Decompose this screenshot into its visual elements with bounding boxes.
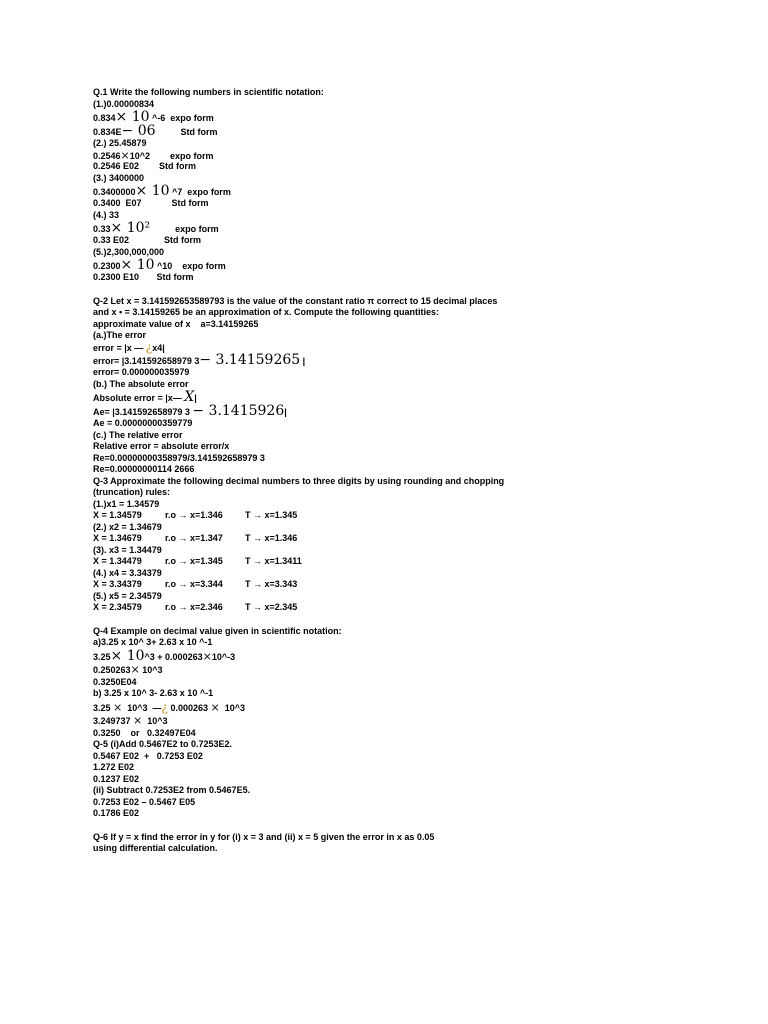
q1-title: Q.1 Write the following numbers in scientific notation: [93, 87, 324, 97]
text: x4| [152, 342, 165, 353]
q4-a-label: a)3.25 x 10^ 3+ 2.63 x 10 ^-1 [93, 637, 213, 647]
text: 0.33 [93, 224, 111, 234]
q2-intro-line: Q-2 Let x = 3.141592653589793 is the value of the constant ratio π correct to 15 decimal places [93, 295, 498, 306]
q5-line: 0.5467 E02 + 0.7253 E02 [93, 750, 203, 761]
q2-c-line: Re=0.00000000358979/3.141592658979 3 [93, 452, 265, 463]
q1-item-line [93, 124, 693, 138]
text: 10^3 — [122, 702, 162, 713]
times-sign: × [202, 649, 212, 663]
q4-a-line2 [93, 663, 693, 677]
q3-truncation: T → x=1.3411 [245, 556, 302, 566]
q2-intro-line: approximate value of x a=3.14159265 [93, 318, 259, 329]
q5-line: Q-5 (i)Add 0.5467E2 to 0.7253E2. [93, 739, 233, 749]
math-text: × [120, 148, 130, 162]
text: 3.249737 [93, 715, 134, 726]
text: ^-6 expo form [149, 113, 214, 123]
text: ^7 expo form [169, 187, 231, 197]
text: 0.000263 [167, 702, 211, 713]
q5-line: (ii) Subtract 0.7253E2 from 0.5467E5. [93, 785, 251, 795]
math-text: × 10 [110, 647, 145, 664]
q2-a-line1 [93, 339, 693, 354]
q3-truncation: T → x=1.346 [245, 533, 298, 543]
math-text: × 10 [120, 257, 155, 273]
times-sign: × [130, 662, 140, 676]
math-text: − 3.14159265 [199, 352, 301, 368]
q6-line: using differential calculation. [93, 843, 218, 853]
q1-item-line [93, 258, 693, 272]
document-body [93, 87, 693, 855]
q1-item-label: (4.) 33 [93, 209, 120, 220]
q5-line: 0.1786 E02 [93, 808, 140, 818]
q4-a-line3: 0.3250E04 [93, 676, 137, 687]
math-text: − 06 [121, 123, 156, 139]
text: 10^-3 [211, 651, 236, 662]
text: expo form [150, 224, 219, 234]
text: 3.25 [93, 651, 111, 662]
q3-rounding: r.o → x=1.345 [165, 556, 223, 566]
q3-intro-line: (truncation) rules: [93, 487, 171, 497]
text: Ae= |3.141592658979 3 [93, 407, 193, 417]
q3-item-row [93, 602, 693, 614]
q5-line: 1.272 E02 [93, 762, 135, 772]
text: error = |x — [93, 342, 146, 353]
text: 0.2300 E10 Std form [93, 272, 194, 282]
q1-item-line [93, 150, 693, 162]
text: 0.834E [93, 127, 122, 137]
q6-line: Q-6 If y = x find the error in y for (i) x = 3 and (ii) x = 5 given the error in x as 0.05 [93, 831, 435, 842]
text: 0.3400 E07 Std form [93, 198, 209, 208]
q1-item-label: (5.)2,300,000,000 [93, 246, 165, 257]
q2-intro-line: and x • = 3.14159265 be an approximation of x. Compute the following quantities: [93, 307, 439, 317]
inverted-question-mark: ¿ [161, 699, 168, 714]
q3-rounding: r.o → x=1.346 [165, 510, 223, 520]
text: 3.25 [93, 702, 114, 713]
times-sign: × [210, 700, 220, 714]
text: 10^3 [139, 664, 163, 675]
math-text: × 10 [115, 109, 150, 125]
q5-line: 0.1237 E02 [93, 773, 140, 784]
math-text: × 10 [135, 183, 170, 199]
text: 0.3400000 [93, 187, 136, 197]
text: Std form [155, 127, 218, 137]
q5-line: 0.7253 E02 – 0.5467 E05 [93, 796, 196, 807]
q3-truncation: T → x=1.345 [245, 510, 298, 520]
q3-x-value: X = 1.34479 [93, 556, 142, 566]
inverted-question-mark: ¿ [145, 339, 153, 354]
q2-b-line1 [93, 390, 693, 404]
q3-item-label: (1.)x1 = 1.34579 [93, 498, 160, 509]
text: 0.33 E02 Std form [93, 235, 202, 245]
q4-b-line1 [93, 700, 693, 714]
q3-truncation: T → x=2.345 [245, 602, 298, 612]
q2-c-line: Re=0.00000000114 2666 [93, 464, 195, 474]
q1-item-line [93, 110, 693, 124]
q1-item-label: (1.)0.00000834 [93, 98, 155, 109]
math-text: X [184, 389, 195, 405]
q2-c-label: (c.) The relative error [93, 429, 183, 440]
text: 0.250263 [93, 664, 131, 675]
q3-item-row [93, 556, 693, 568]
text: Absolute error = |x— [93, 393, 185, 403]
q3-truncation: T → x=3.343 [245, 579, 298, 589]
q3-intro-line: Q-3 Approximate the following decimal numbers to three digits by using rounding and chopping [93, 475, 505, 486]
q1-items [93, 99, 693, 284]
math-text: × 10² [110, 220, 151, 236]
text: 0.834 [93, 113, 116, 123]
times-sign: × [113, 700, 123, 714]
text: | [300, 356, 306, 366]
text: 10^3 [219, 702, 246, 713]
q1-item-label: (2.) 25.45879 [93, 138, 147, 148]
q3-x-value: X = 2.34579 [93, 602, 142, 612]
q2-a-line2 [93, 353, 693, 367]
text: 10^2 expo form [129, 150, 214, 161]
q1-item-line [93, 235, 693, 247]
q3-x-value: X = 1.34579 [93, 510, 142, 520]
q3-x-value: X = 3.34379 [93, 579, 142, 589]
text: ^3 + 0.000263 [144, 651, 203, 662]
q3-item-row [93, 533, 693, 545]
q2-a-label: (a.)The error [93, 330, 147, 340]
q4-title: Q-4 Example on decimal value given in scientific notation: [93, 625, 342, 636]
q4-b-line3: 0.3250 or 0.32497E04 [93, 727, 196, 738]
q1-item-line [93, 272, 693, 284]
q3-rounding: r.o → x=1.347 [165, 533, 223, 543]
q4-b-line2 [93, 714, 693, 728]
q1-item-line [93, 184, 693, 198]
q3-rounding: r.o → x=2.346 [165, 602, 223, 612]
q4-b-label: b) 3.25 x 10^ 3- 2.63 x 10 ^-1 [93, 688, 214, 698]
text: ^10 expo form [154, 261, 226, 271]
spacer [93, 284, 693, 296]
q2-b-line2 [93, 404, 693, 418]
math-text: − 3.1415926 [192, 403, 285, 419]
q2-b-label: (b.) The absolute error [93, 378, 189, 389]
q4-a-line1 [93, 649, 693, 663]
times-sign: × [133, 713, 143, 727]
q1-item-line [93, 161, 693, 173]
text: 0.2300 [93, 261, 121, 271]
q1-item-label: (3.) 3400000 [93, 172, 145, 183]
q2-a-line3: error= 0.000000035979 [93, 367, 190, 377]
q3-items [93, 499, 693, 614]
q3-item-label: (4.) x4 = 3.34379 [93, 567, 162, 578]
q1-item-line [93, 221, 693, 235]
spacer [93, 614, 693, 626]
q2-b-line3: Ae = 0.00000000359779 [93, 418, 193, 428]
text: error= |3.141592658979 3 [93, 356, 200, 366]
text: 0.2546 E02 Std form [93, 161, 197, 171]
q3-item-label: (2.) x2 = 1.34679 [93, 521, 162, 532]
q3-item-label: (5.) x5 = 2.34579 [93, 590, 162, 601]
text: 10^3 [142, 715, 168, 726]
text: 0.2546 [93, 150, 121, 161]
text: | [194, 393, 197, 403]
text: | [284, 407, 287, 417]
q3-item-label: (3). x3 = 1.34479 [93, 544, 162, 555]
spacer [93, 820, 693, 832]
q2-c-line: Relative error = absolute error/x [93, 441, 230, 451]
q3-item-row [93, 579, 693, 591]
q1-item-line [93, 198, 693, 210]
q3-item-row [93, 510, 693, 522]
q3-x-value: X = 1.34679 [93, 533, 142, 543]
q3-rounding: r.o → x=3.344 [165, 579, 223, 589]
